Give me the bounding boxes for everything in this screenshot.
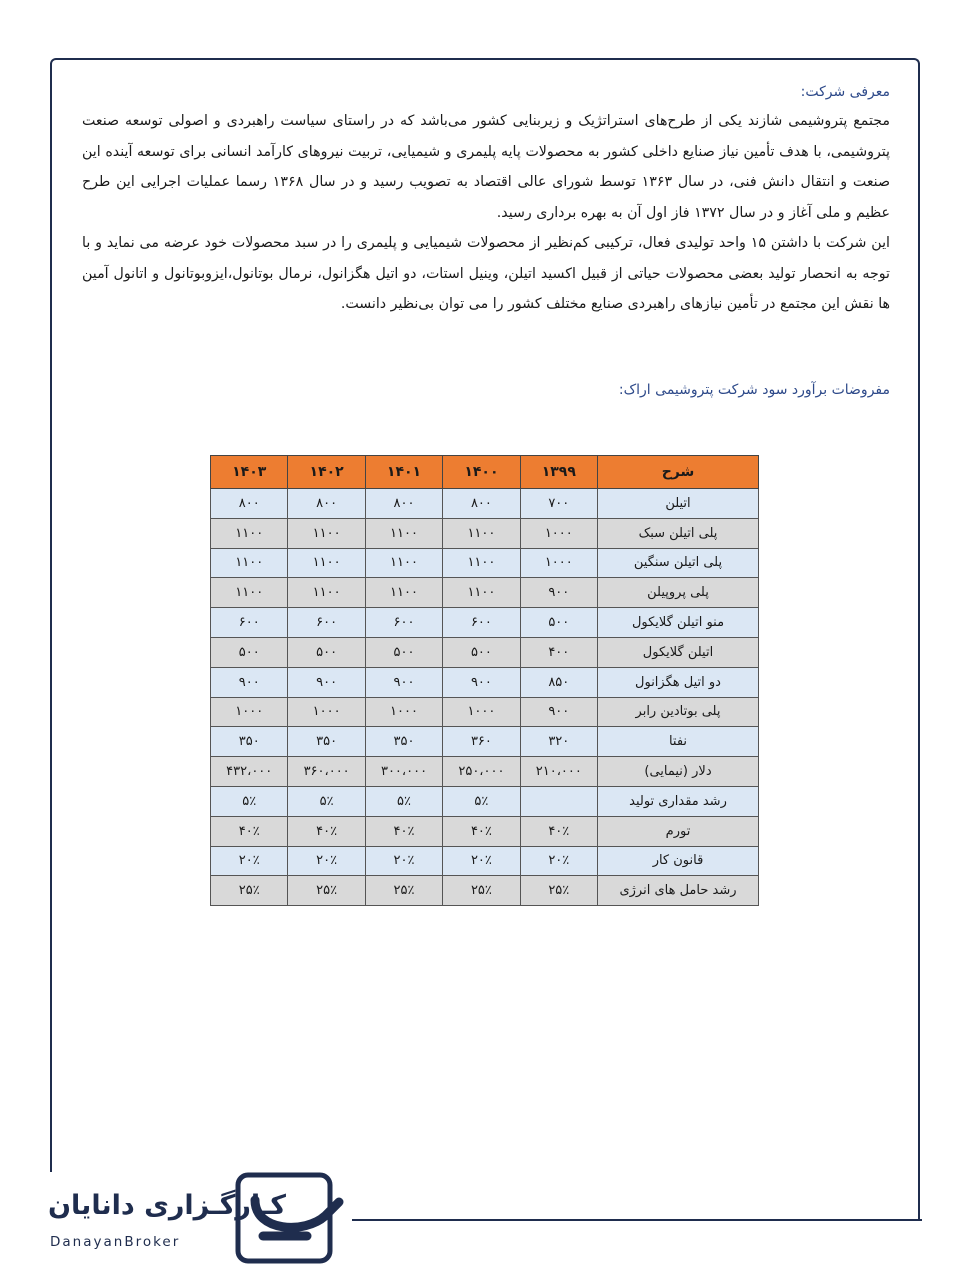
table-cell: ۲۰٪: [365, 846, 442, 876]
table-cell: ۱۱۰۰: [288, 548, 365, 578]
row-label: دلار (نیمایی): [598, 757, 759, 787]
table-cell: ۲۵٪: [211, 876, 288, 906]
table-cell: ۸۰۰: [288, 489, 365, 519]
assumptions-heading: مفروضات برآورد سود شرکت پتروشیمی اراک:: [618, 382, 890, 398]
column-header: ۱۴۰۲: [288, 456, 365, 489]
table-cell: ۳۰۰،۰۰۰: [365, 757, 442, 787]
table-cell: ۵٪: [288, 786, 365, 816]
table-cell: ۵۰۰: [365, 637, 442, 667]
table-cell: ۱۱۰۰: [365, 578, 442, 608]
table-cell: ۱۰۰۰: [520, 548, 597, 578]
column-header: ۱۳۹۹: [520, 456, 597, 489]
table-cell: ۳۶۰،۰۰۰: [288, 757, 365, 787]
table-cell: ۵۰۰: [443, 637, 520, 667]
table-cell: ۳۵۰: [365, 727, 442, 757]
table-cell: ۲۵۰،۰۰۰: [443, 757, 520, 787]
table-row: [211, 697, 759, 727]
table-row: [211, 816, 759, 846]
row-label: رشد مقداری تولید: [598, 786, 759, 816]
row-label: نفتا: [598, 727, 759, 757]
table-cell: ۳۶۰: [443, 727, 520, 757]
table-cell: ۵۰۰: [288, 637, 365, 667]
table-cell: ۹۰۰: [520, 578, 597, 608]
column-header: ۱۴۰۱: [365, 456, 442, 489]
table-cell: ۴۰٪: [443, 816, 520, 846]
table-cell: ۳۲۰: [520, 727, 597, 757]
table-cell: ۱۰۰۰: [443, 697, 520, 727]
table-cell: ۵۰۰: [520, 608, 597, 638]
table-cell: ۱۱۰۰: [211, 518, 288, 548]
table-cell: ۱۱۰۰: [365, 548, 442, 578]
table-row: [211, 727, 759, 757]
assumptions-table: [210, 455, 759, 906]
table-cell: ۵٪: [443, 786, 520, 816]
row-label: پلی پروپیلن: [598, 578, 759, 608]
logo-name-fa: کـارگـزاری دانایان: [48, 1190, 286, 1221]
row-label: پلی بوتادین رابر: [598, 697, 759, 727]
logo-name-en: DanayanBroker: [50, 1234, 181, 1250]
table-cell: ۱۱۰۰: [288, 518, 365, 548]
table-cell: ۸۰۰: [365, 489, 442, 519]
row-label: تورم: [598, 816, 759, 846]
table-cell: ۲۰٪: [288, 846, 365, 876]
row-label: منو اتیلن گلایکول: [598, 608, 759, 638]
table-cell: ۲۰٪: [520, 846, 597, 876]
row-label: دو اتیل هگزانول: [598, 667, 759, 697]
table-cell: ۶۰۰: [365, 608, 442, 638]
table-cell: ۲۵٪: [288, 876, 365, 906]
row-label: اتیلن: [598, 489, 759, 519]
column-header: شرح: [598, 456, 759, 489]
table-cell: ۷۰۰: [520, 489, 597, 519]
table-row: [211, 518, 759, 548]
table-cell: ۴۰۰: [520, 637, 597, 667]
table-cell: ۱۱۰۰: [443, 548, 520, 578]
table-cell: ۹۰۰: [211, 667, 288, 697]
table-row: [211, 667, 759, 697]
table-cell: ۲۵٪: [443, 876, 520, 906]
table-row: [211, 548, 759, 578]
table-cell: ۵٪: [211, 786, 288, 816]
table-cell: ۱۰۰۰: [520, 518, 597, 548]
table-cell: ۱۱۰۰: [365, 518, 442, 548]
table-cell: ۱۰۰۰: [211, 697, 288, 727]
table-cell: ۱۱۰۰: [211, 548, 288, 578]
table-cell: ۲۵٪: [520, 876, 597, 906]
table-cell: ۹۰۰: [520, 697, 597, 727]
table-cell: ۹۰۰: [443, 667, 520, 697]
table-cell: ۶۰۰: [443, 608, 520, 638]
danayan-broker-logo: [40, 1170, 350, 1270]
intro-paragraph-2: این شرکت با داشتن ۱۵ واحد تولیدی فعال، ترکیبی کم‌نظیر از محصولات شیمیایی و پلیمری را در سبد محصولات خود عرضه می نماید و با توجه به انحصار تولید بعضی محصولات حیاتی از قبیل اکسید اتیلن، وینیل استات، دو اتیل هگزانول، نرمال بوتانول،ایزوبوتانول و اتانول آمین ها نقش این مجتمع در تأمین نیازهای راهبردی صنایع مختلف کشور را می توان بی‌نظیر دانست.: [82, 235, 890, 312]
table-cell: ۳۵۰: [211, 727, 288, 757]
table-cell: ۳۵۰: [288, 727, 365, 757]
table-row: [211, 786, 759, 816]
table-cell: ۴۰٪: [288, 816, 365, 846]
table-row: [211, 757, 759, 787]
column-header: ۱۴۰۰: [443, 456, 520, 489]
table-cell: [520, 786, 597, 816]
row-label: قانون کار: [598, 846, 759, 876]
company-intro: [82, 84, 890, 320]
table-row: [211, 637, 759, 667]
table-cell: ۴۰٪: [365, 816, 442, 846]
table-cell: ۲۰٪: [211, 846, 288, 876]
table-row: [211, 489, 759, 519]
row-label: رشد حامل های انرژی: [598, 876, 759, 906]
table-cell: ۸۰۰: [443, 489, 520, 519]
table-cell: ۵٪: [365, 786, 442, 816]
table-row: [211, 876, 759, 906]
table-cell: ۶۰۰: [288, 608, 365, 638]
table-cell: ۱۰۰۰: [288, 697, 365, 727]
row-label: اتیلن گلایکول: [598, 637, 759, 667]
table-cell: ۵۰۰: [211, 637, 288, 667]
logo-mark-icon: [235, 1172, 345, 1264]
table-cell: ۶۰۰: [211, 608, 288, 638]
intro-heading: معرفی شرکت:: [800, 84, 890, 100]
table-cell: ۹۰۰: [288, 667, 365, 697]
table-cell: ۴۰٪: [211, 816, 288, 846]
table-row: [211, 846, 759, 876]
row-label: پلی اتیلن سنگین: [598, 548, 759, 578]
table-header-row: [211, 456, 759, 489]
table-row: [211, 578, 759, 608]
table-row: [211, 608, 759, 638]
table-cell: ۲۵٪: [365, 876, 442, 906]
table-cell: ۸۵۰: [520, 667, 597, 697]
intro-paragraph-1: مجتمع پتروشیمی شازند یکی از طرح‌های استراتژیک و زیربنایی کشور می‌باشد که در راستای سیاست راهبردی و اصولی توسعه صنعت پتروشیمی، با هدف تأمین نیاز صنایع داخلی کشور به محصولات پایه پلیمری و شیمیایی، تربیت نیروهای کارآمد انسانی برای توسعه آینده این صنعت و انتقال دانش فنی، در سال ۱۳۶۳ توسط شورای عالی اقتصاد به تصویب رسید و در سال ۱۳۶۸ رسما عملیات اجرایی این طرح عظیم و ملی آغاز و در سال ۱۳۷۲ فاز اول آن به بهره برداری رسید.: [82, 113, 890, 221]
table-cell: ۱۱۰۰: [211, 578, 288, 608]
table-cell: ۲۱۰،۰۰۰: [520, 757, 597, 787]
table-cell: ۸۰۰: [211, 489, 288, 519]
table-cell: ۴۳۲،۰۰۰: [211, 757, 288, 787]
table-cell: ۹۰۰: [365, 667, 442, 697]
table-cell: ۱۱۰۰: [288, 578, 365, 608]
column-header: ۱۴۰۳: [211, 456, 288, 489]
row-label: پلی اتیلن سبک: [598, 518, 759, 548]
table-cell: ۱۱۰۰: [443, 578, 520, 608]
table-cell: ۱۱۰۰: [443, 518, 520, 548]
table-cell: ۲۰٪: [443, 846, 520, 876]
table-cell: ۴۰٪: [520, 816, 597, 846]
page-frame-bottom-line: [352, 1219, 922, 1221]
table-cell: ۱۰۰۰: [365, 697, 442, 727]
